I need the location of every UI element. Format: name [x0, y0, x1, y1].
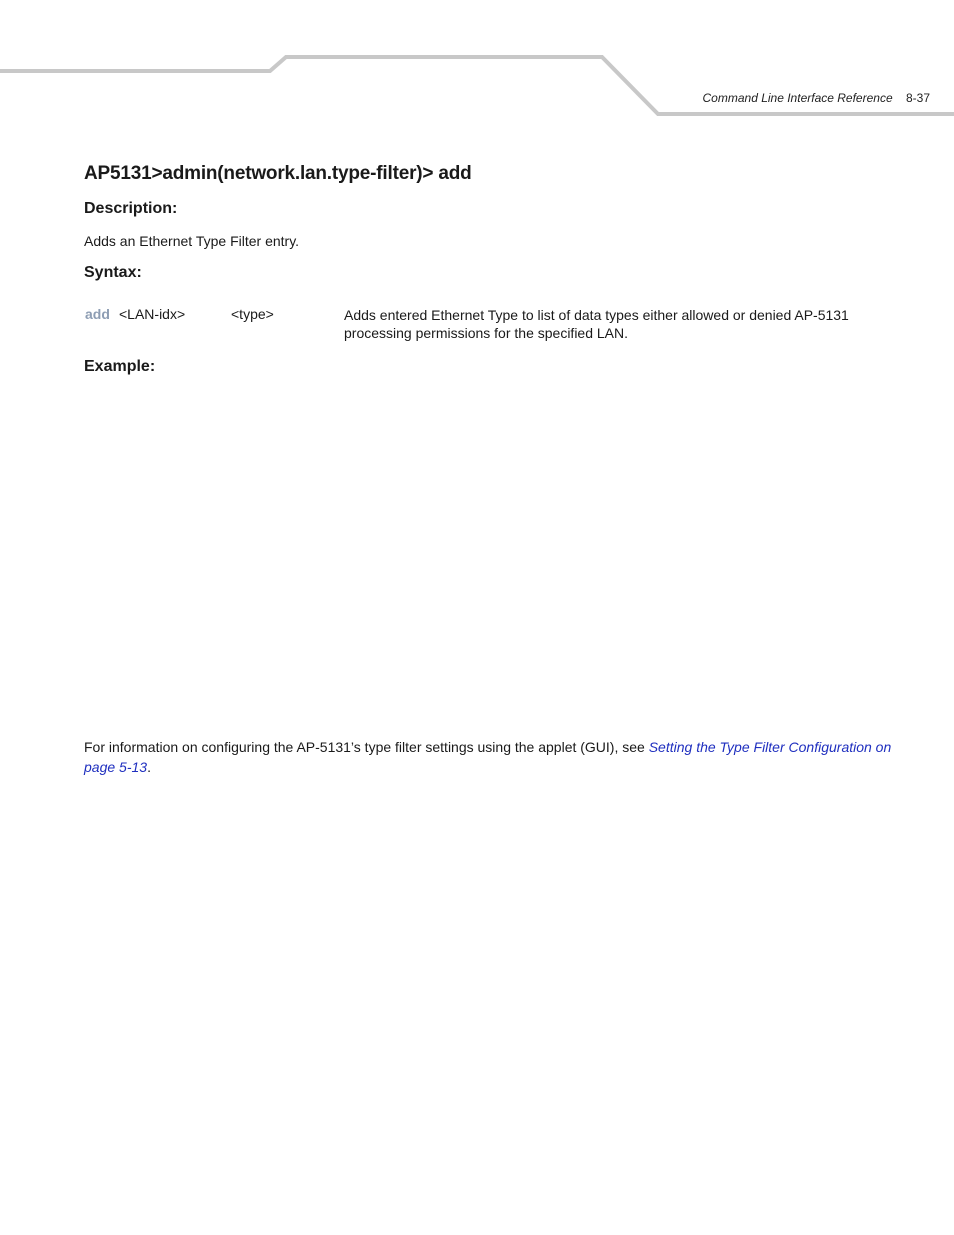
description-heading: Description:	[84, 200, 178, 217]
info-prefix: For information on configuring the AP-5131’s type filter settings using the applet (GUI), see	[84, 739, 649, 755]
syntax-description: Adds entered Ethernet Type to list of data types either allowed or denied AP-5131 processing permissions for the specified LAN.	[344, 307, 849, 341]
example-heading: Example:	[84, 358, 156, 375]
running-header	[703, 91, 930, 105]
syntax-keyword: add	[85, 306, 110, 322]
command-heading: AP5131>admin(network.lan.type-filter)> add	[84, 163, 472, 184]
section-title: Command Line Interface Reference	[702, 91, 893, 105]
info-suffix: .	[147, 759, 151, 775]
description-text: Adds an Ethernet Type Filter entry.	[84, 233, 300, 249]
syntax-arg-type: <type>	[231, 306, 274, 322]
syntax-arg-lan-idx: <LAN-idx>	[119, 306, 186, 322]
cross-reference-link[interactable]: Setting the Type Filter Configuration on page 5-13	[84, 739, 892, 775]
header-rule-graphic	[0, 0, 954, 130]
page-number: 8-37	[905, 91, 930, 105]
info-paragraph	[84, 737, 896, 777]
syntax-heading: Syntax:	[84, 264, 142, 281]
syntax-row	[84, 306, 894, 346]
